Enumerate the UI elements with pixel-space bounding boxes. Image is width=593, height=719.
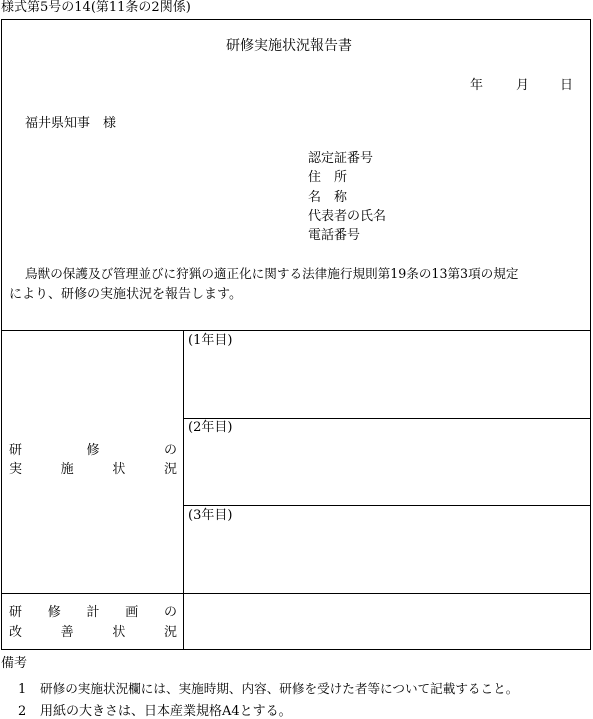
date-year-label: 年	[470, 78, 484, 93]
body-text-line1: 鳥獣の保護及び管理並びに狩猟の適正化に関する法律施行規則第19条の13第3項の規定	[25, 266, 519, 281]
date-day-label: 日	[560, 78, 574, 93]
note-text-1: 研修の実施状況欄には、実施時期、内容、研修を受けた者等について記載すること。	[40, 681, 519, 696]
status-label-line1: 研 修 の	[9, 443, 177, 458]
notes-heading: 備考	[1, 656, 28, 671]
applicant-field-name: 名 称	[308, 190, 348, 205]
year1-year2-divider	[183, 418, 591, 419]
applicant-field-cert-number: 認定証番号	[308, 151, 374, 166]
year3-label: (3年目)	[188, 508, 233, 523]
improvement-label-line1: 研 修 計 画 の	[9, 605, 177, 620]
year1-label: (1年目)	[188, 333, 233, 348]
applicant-field-address: 住 所	[308, 170, 348, 185]
applicant-field-phone: 電話番号	[308, 228, 361, 243]
note-number-2: 2	[18, 704, 27, 719]
body-text-line2: により、研修の実施状況を報告します。	[9, 287, 242, 302]
note-number-1: 1	[18, 682, 27, 697]
form-id: 様式第5号の14(第11条の2関係)	[1, 0, 191, 15]
applicant-field-representative: 代表者の氏名	[308, 209, 387, 224]
addressee: 福井県知事 様	[25, 116, 117, 131]
improvement-label-line2: 改 善 状 況	[9, 625, 177, 640]
form-frame	[1, 19, 591, 650]
page-title: 研修実施状況報告書	[226, 38, 352, 54]
year2-year3-divider	[183, 505, 591, 506]
improvement-row-divider	[1, 593, 591, 594]
table-top-rule	[1, 330, 591, 331]
note-text-2: 用紙の大きさは、日本産業規格A4とする。	[40, 704, 292, 719]
table-column-divider	[183, 330, 184, 650]
status-label-line2: 実 施 状 況	[9, 462, 177, 477]
year2-label: (2年目)	[188, 420, 233, 435]
date-month-label: 月	[516, 78, 530, 93]
